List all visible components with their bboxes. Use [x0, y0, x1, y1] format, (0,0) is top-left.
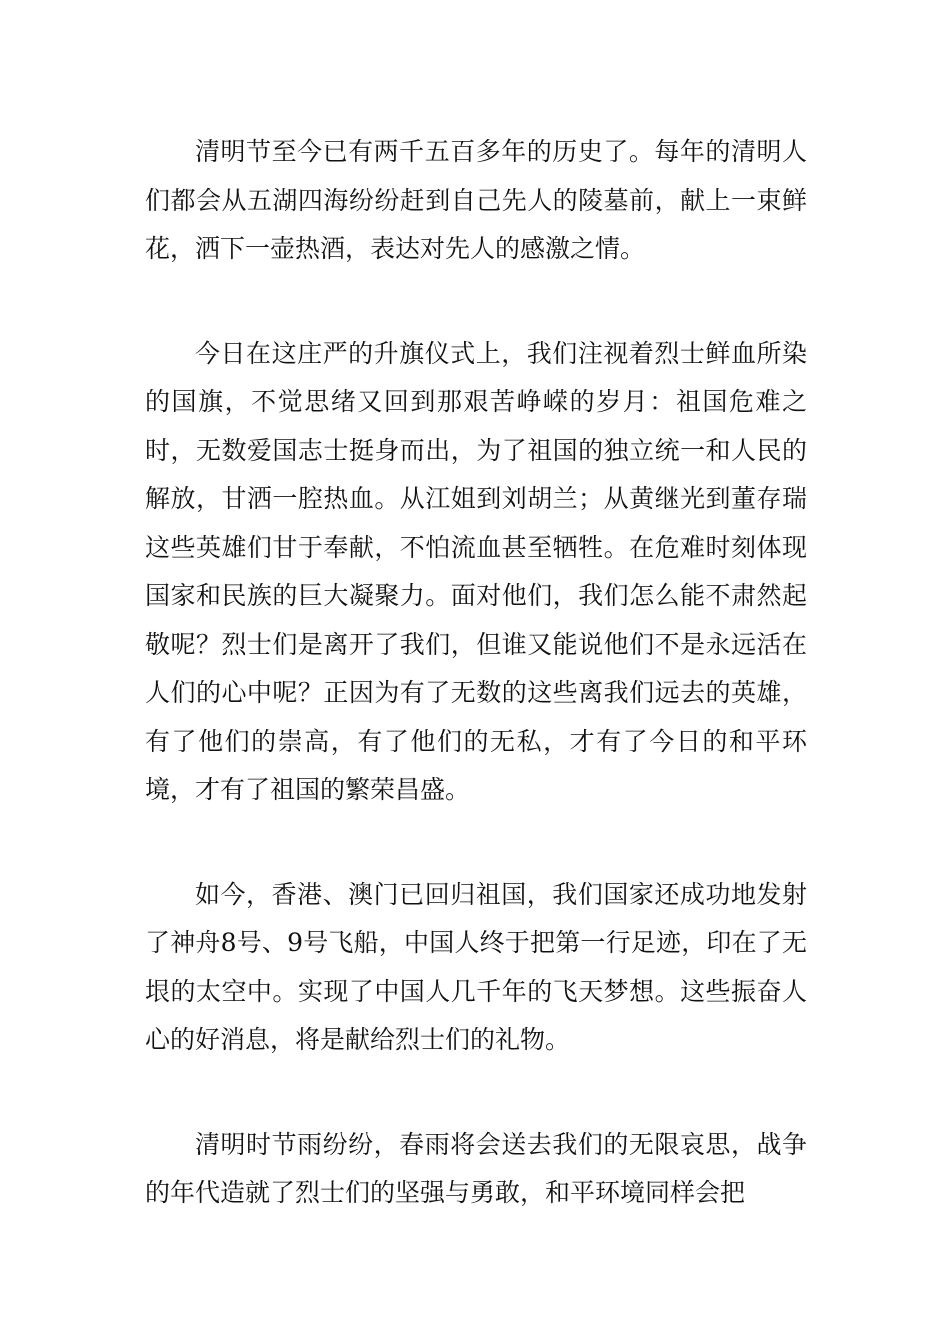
document-body — [145, 128, 807, 1274]
paragraph-2: 今日在这庄严的升旗仪式上，我们注视着烈士鲜血所染的国旗，不觉思绪又回到那艰苦峥嵘的岁月：祖国危难之时，无数爱国志士挺身而出，为了祖国的独立统一和人民的解放，甘洒一腔热血。从江姐到刘胡兰；从黄继光到董存瑞这些英雄们甘于奉献，不怕流血甚至牺牲。在危难时刻体现国家和民族的巨大凝聚力。面对他们，我们怎么能不肃然起敬呢？烈士们是离开了我们，但谁又能说他们不是永远活在人们的心中呢？正因为有了无数的这些离我们远去的英雄，有了他们的崇高，有了他们的无私，才有了今日的和平环境，才有了祖国的繁荣昌盛。 — [145, 338, 807, 804]
paragraph-1: 清明节至今已有两千五百多年的历史了。每年的清明人们都会从五湖四海纷纷赶到自己先人的陵墓前，献上一束鲜花，洒下一壶热酒，表达对先人的感激之情。 — [145, 137, 807, 263]
paragraph-4: 清明时节雨纷纷，春雨将会送去我们的无限哀思，战争的年代造就了烈士们的坚强与勇敢，和平环境同样会把 — [145, 1129, 807, 1207]
paragraph-3: 如今，香港、澳门已回归祖国，我们国家还成功地发射了神舟8号、9号飞船，中国人终于把第一行足迹，印在了无垠的太空中。实现了中国人几千年的飞天梦想。这些振奋人心的好消息，将是献给烈士们的礼物。 — [145, 879, 807, 1054]
